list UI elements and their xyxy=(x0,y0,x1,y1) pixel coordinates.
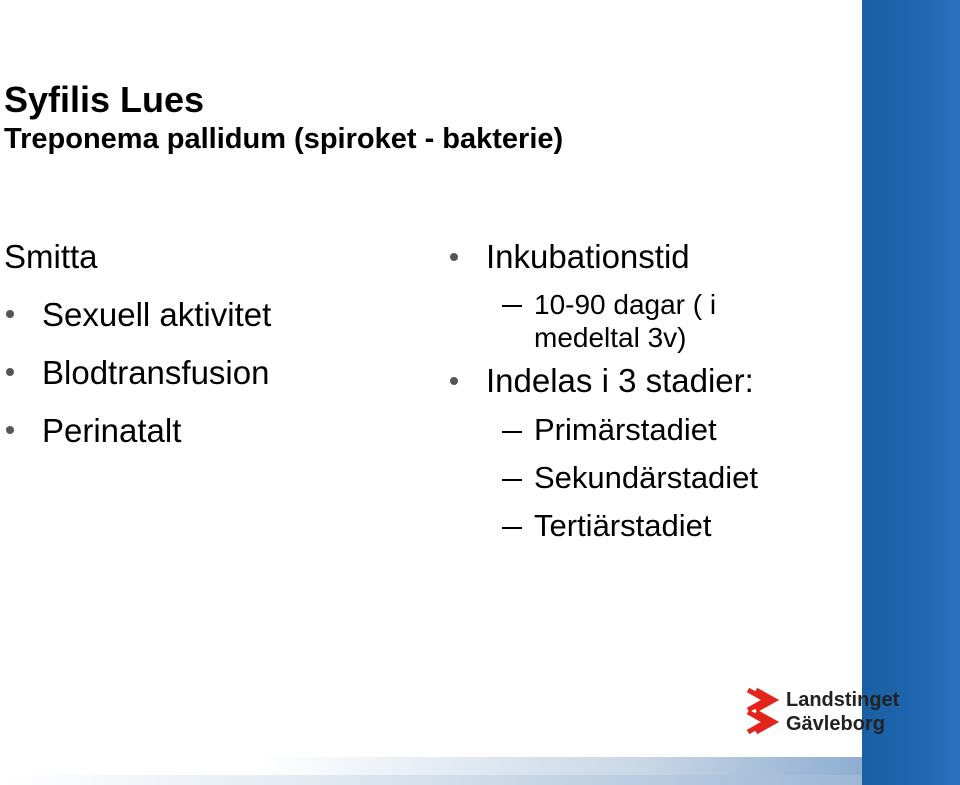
logo-text-line1: Landstinget xyxy=(786,689,900,711)
incubation-detail-cont xyxy=(446,321,758,354)
dash-icon xyxy=(502,527,522,529)
bullet-dot-icon xyxy=(6,426,14,434)
stage-item xyxy=(446,502,758,550)
dash-icon xyxy=(502,431,522,433)
bullet-text: Perinatalt xyxy=(42,412,182,449)
stage-text: Primärstadiet xyxy=(534,412,717,447)
bullet-item xyxy=(4,412,271,470)
bullet-dot-icon xyxy=(6,310,14,318)
incubation-detail xyxy=(446,288,758,321)
incubation-column xyxy=(446,238,758,550)
stage-item xyxy=(446,406,758,454)
dash-icon xyxy=(502,305,522,307)
bottom-gradient-edge xyxy=(0,775,862,785)
incubation-item xyxy=(446,238,758,276)
transmission-heading: Smitta xyxy=(4,238,98,275)
bullet-dot-icon xyxy=(450,377,458,385)
bullet-item xyxy=(4,296,271,354)
stages-heading: Indelas i 3 stadier: xyxy=(486,362,754,399)
stages-item xyxy=(446,362,758,400)
bullet-dot-icon xyxy=(6,368,14,376)
slide-subtitle: Treponema pallidum (spiroket - bakterie) xyxy=(4,123,564,155)
incubation-label: Inkubationstid xyxy=(486,238,690,275)
stage-text: Sekundärstadiet xyxy=(534,460,759,495)
incubation-detail-line1: 10-90 dagar ( i xyxy=(534,289,717,320)
logo-text-line2: Gävleborg xyxy=(786,713,885,735)
slide-title: Syfilis Lues xyxy=(4,79,205,120)
transmission-column xyxy=(4,238,271,470)
bullet-item xyxy=(4,354,271,412)
stage-item xyxy=(446,454,758,502)
bullet-text: Blodtransfusion xyxy=(42,354,270,391)
right-blue-stripe xyxy=(862,0,960,785)
dash-icon xyxy=(502,479,522,481)
bullet-dot-icon xyxy=(450,253,458,261)
bullet-text: Sexuell aktivitet xyxy=(42,296,272,333)
incubation-detail-line2: medeltal 3v) xyxy=(534,322,687,353)
stage-text: Tertiärstadiet xyxy=(534,508,712,543)
